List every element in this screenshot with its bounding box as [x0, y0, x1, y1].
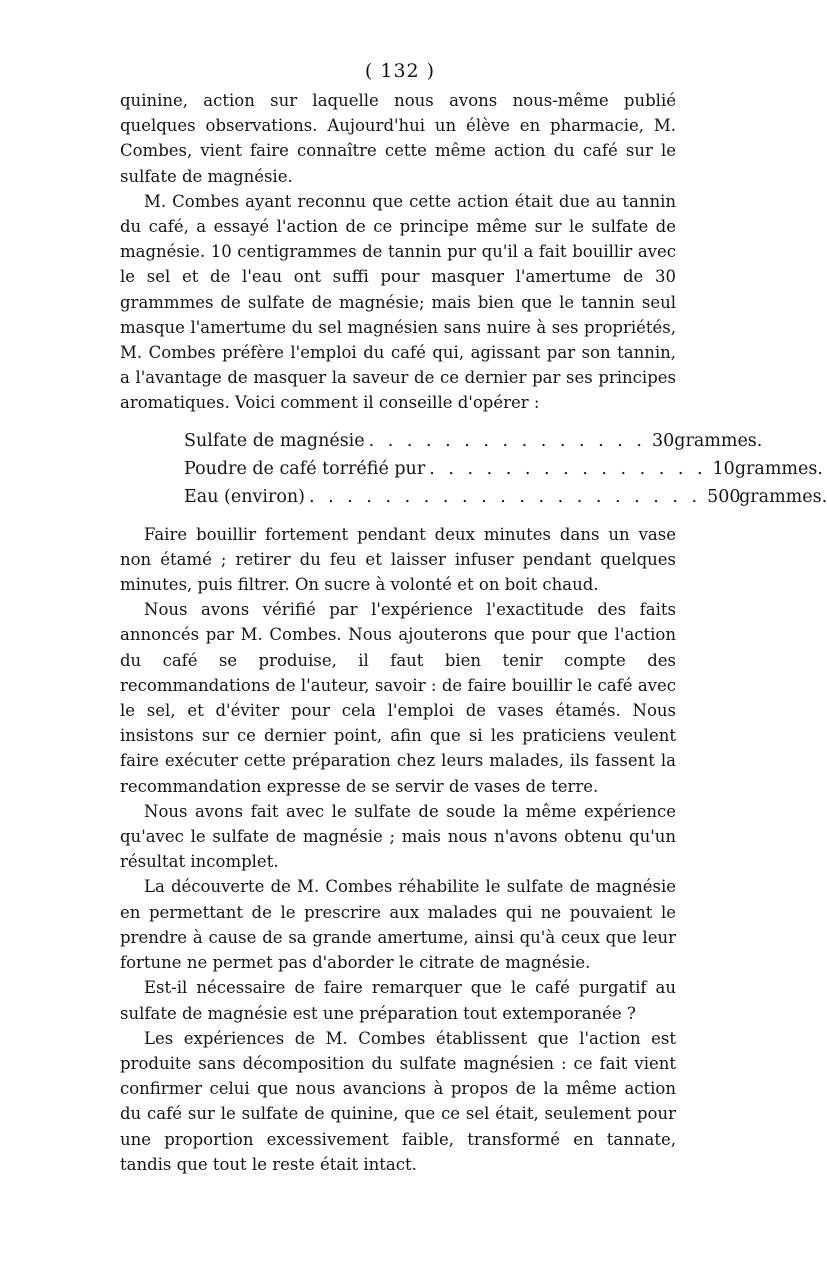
recipe-unit: grammes. — [739, 486, 827, 507]
recipe-row — [184, 455, 823, 483]
recipe-quantity: 10 — [712, 458, 735, 479]
paragraph-verification: Nous avons vérifié par l'expérience l'exactitude des faits annoncés par M. Combes. Nous ajouterons que pour que l'action du café se produise, il faut bien tenir compte des recommandations de l'auteur, savoir : de faire bouillir le café avec le sel, et d'éviter pour cela l'emploi de vases étamés. Nous insistons sur ce dernier point, afin que si les praticiens veulent faire exécuter cette préparation chez leurs malades, ils fassent la recommandation expresse de se servir de vases de terre. — [120, 600, 676, 796]
paragraph-rehabilitation: La découverte de M. Combes réhabilite le sulfate de magnésie en permettant de le prescrire aux malades qui ne pouvaient le prendre à cause de sa grande amertume, ainsi qu'à ceux que leur fortune ne permet pas d'aborder le citrate de magnésie. — [120, 877, 676, 973]
recipe-ingredient: Poudre de café torréfié pur — [184, 458, 426, 479]
recipe-row — [184, 483, 827, 511]
body-text — [120, 88, 827, 1177]
paragraph-tannin: M. Combes ayant reconnu que cette action était due au tannin du café, a essayé l'action de ce principe même sur le sulfate de magnésie. 10 centigrammes de tannin pur qu'il a fait bouillir avec le sel et de l'eau ont suffi pour masquer l'amertume de 30 grammmes de sulfate de magnésie; mais bien que le tannin seul masque l'amertume du sel magnésien sans nuire à ses propriétés, M. Combes préfère l'emploi du café qui, agissant par son tannin, a l'avantage de masquer la saveur de ce dernier par ses principes aromatiques. Voici comment il conseille d'opérer : — [120, 191, 676, 413]
dot-leader: . . . . . . . . . . . . . . . — [429, 458, 707, 479]
recipe-unit: grammes. — [734, 458, 823, 479]
dot-leader: . . . . . . . . . . . . . . . . . . . . . — [308, 486, 702, 507]
recipe-quantity: 500 — [707, 486, 741, 507]
recipe-ingredient: Eau (environ) — [184, 486, 305, 507]
dot-leader: . . . . . . . . . . . . . . . — [368, 430, 646, 451]
paragraph-conclusion: Les expériences de M. Combes établissent que l'action est produite sans décomposition du sulfate magnésien : ce fait vient confirmer celui que nous avancions à propos de la même action du café sur le sulfate de quinine, que ce sel était, seulement pour une proportion excessivement faible, transformé en tannate, tandis que tout le reste était intact. — [120, 1028, 676, 1174]
paragraph-instructions: Faire bouillir fortement pendant deux minutes dans un vase non étamé ; retirer du feu et laisser infuser pendant quelques minutes, puis filtrer. On sucre à volonté et on boit chaud. — [120, 524, 676, 595]
paragraph-sulfate-soude: Nous avons fait avec le sulfate de soude la même expérience qu'avec le sulfate de magnésie ; mais nous n'avons obtenu qu'un résultat incomplet. — [120, 801, 676, 872]
recipe-ingredient: Sulfate de magnésie — [184, 430, 365, 451]
paragraph-continued: quinine, action sur laquelle nous avons nous-même publié quelques observations. Aujourd'hui un élève en pharmacie, M. Combes, vient faire connaître cette même action du café sur le sulfate de magnésie. — [120, 91, 676, 186]
recipe-row — [184, 427, 763, 455]
recipe-list — [184, 427, 827, 511]
paragraph-extemporanee: Est-il nécessaire de faire remarquer que le café purgatif au sulfate de magnésie est une préparation tout extemporanée ? — [120, 978, 676, 1023]
recipe-unit: grammes. — [674, 430, 763, 451]
page-number: ( 132 ) — [364, 60, 436, 82]
recipe-quantity: 30 — [651, 430, 675, 451]
